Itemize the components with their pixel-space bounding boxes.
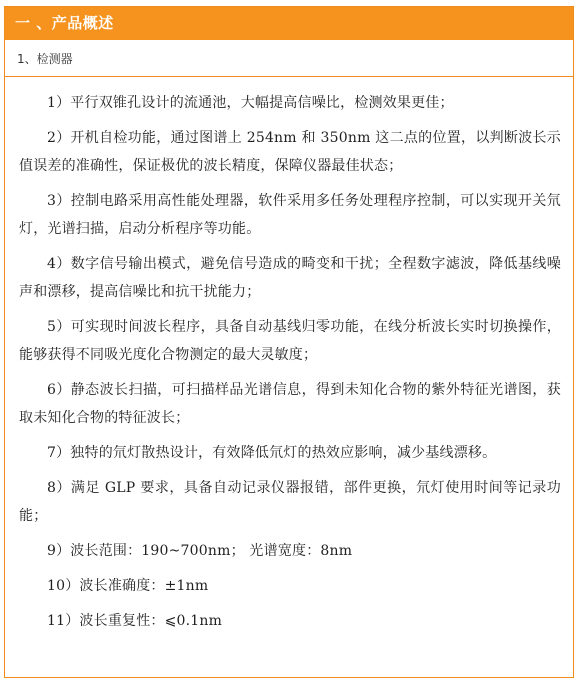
feature-item-6: 6）静态波长扫描，可扫描样品光谱信息，得到未知化合物的紫外特征光谱图，获取未知化合物的特征波长；	[19, 382, 561, 426]
feature-list	[5, 77, 573, 635]
feature-item-3: 3）控制电路采用高性能处理器，软件采用多任务处理程序控制，可以实现开关氘灯，光谱扫描，启动分析程序等功能。	[19, 193, 561, 237]
feature-item-10: 10）波长准确度：±1nm	[47, 578, 209, 594]
feature-item-7: 7）独特的氘灯散热设计，有效降低氘灯的热效应影响，减少基线漂移。	[47, 445, 497, 461]
feature-item-11: 11）波长重复性：⩽0.1nm	[47, 613, 223, 629]
subsection-title-row	[5, 40, 573, 77]
section-header	[5, 7, 573, 40]
section-header-title: 一 、产品概述	[15, 14, 114, 32]
feature-item-4: 4）数字信号输出模式，避免信号造成的畸变和干扰；全程数字滤波，降低基线噪声和漂移，提高信噪比和抗干扰能力；	[19, 256, 561, 300]
subsection-title: 1、检测器	[17, 52, 73, 66]
feature-item-8: 8）满足 GLP 要求，具备自动记录仪器报错，部件更换，氘灯使用时间等记录功能；	[19, 480, 561, 524]
product-overview-panel	[4, 6, 574, 678]
feature-item-5: 5）可实现时间波长程序，具备自动基线归零功能，在线分析波长实时切换操作，能够获得不同吸光度化合物测定的最大灵敏度；	[19, 319, 561, 363]
feature-item-2: 2）开机自检功能，通过图谱上 254nm 和 350nm 这二点的位置，以判断波长示值误差的准确性，保证极优的波长精度，保障仪器最佳状态；	[19, 130, 561, 174]
feature-item-1: 1）平行双锥孔设计的流通池，大幅提高信噪比，检测效果更佳；	[47, 95, 454, 111]
feature-item-9: 9）波长范围：190~700nm； 光谱宽度：8nm	[47, 543, 353, 559]
